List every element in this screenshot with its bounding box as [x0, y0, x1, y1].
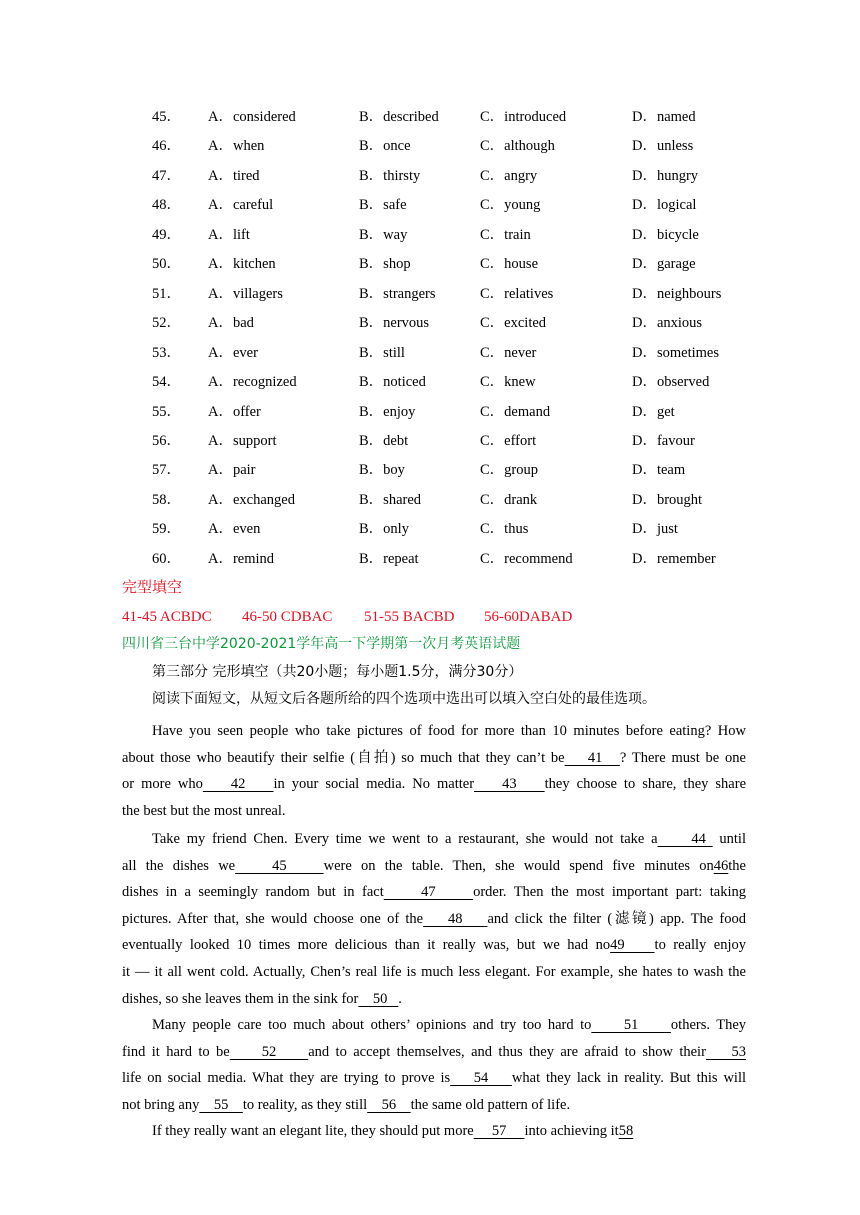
option-d: D．observed [632, 374, 710, 391]
option-d: D．favour [632, 432, 695, 449]
section-title: 第三部分 完形填空（共20小题；每小题1.5分，满分30分） [152, 664, 523, 680]
question-number: 51． [152, 285, 181, 302]
passage-line [122, 986, 746, 1013]
option-b: B．noticed [359, 374, 426, 391]
question-number: 47． [152, 167, 181, 184]
passage-text: Take my friend Chen. Every time we went to a restaurant, she would not take a [152, 831, 658, 847]
passage-text: order. Then the most important part: taking [473, 884, 746, 901]
option-d: D．bicycle [632, 226, 699, 243]
option-a: A．remind [208, 550, 275, 567]
passage-line [122, 1039, 746, 1066]
answer-blank: 46 [713, 857, 729, 874]
option-c: C．young [480, 197, 541, 214]
option-a: A．villagers [208, 285, 283, 302]
option-d: D．hungry [632, 167, 699, 184]
passage-line [122, 718, 746, 745]
passage-line [122, 771, 746, 798]
option-b: B．only [359, 521, 409, 538]
option-d: D．sometimes [632, 344, 719, 361]
passage-text: . [398, 990, 402, 1007]
option-d: D．unless [632, 138, 694, 155]
passage-line [122, 879, 746, 906]
option-b: B．enjoy [359, 403, 416, 420]
option-b: B．way [359, 226, 408, 243]
option-c: C．recommend [480, 550, 573, 567]
answer-blank: 49 [610, 937, 655, 954]
option-a: A．bad [208, 315, 254, 332]
passage-line [122, 1118, 746, 1145]
passage-text: find it hard to be [122, 1043, 230, 1060]
passage-text: Have you seen people who take pictures of food for more than 10 minutes before eating? How [152, 723, 746, 739]
option-c: C．effort [480, 432, 537, 449]
passage-text: pictures. After that, she would choose one of the [122, 910, 424, 927]
passage-text: dishes, so she leaves them in the sink for [122, 990, 359, 1007]
answer-key: 56-60DABAD [484, 609, 573, 625]
passage-text: not bring any [122, 1096, 200, 1113]
option-c: C．relatives [480, 285, 554, 302]
option-a: A．pair [208, 462, 256, 479]
passage-line [122, 1012, 746, 1039]
option-d: D．get [632, 403, 675, 420]
answer-blank: 45 [235, 857, 324, 874]
option-a: A．exchanged [208, 491, 295, 508]
option-c: C．train [480, 226, 531, 243]
passage-line [122, 1065, 746, 1092]
option-a: A．offer [208, 403, 261, 420]
option-d: D．neighbours [632, 285, 722, 302]
passage-text: until [712, 831, 746, 847]
passage-line [122, 1092, 746, 1119]
answer-blank: 56 [367, 1096, 411, 1113]
passage-text: what they lack in reality. But this will [511, 1070, 746, 1087]
paragraph-2 [122, 826, 746, 1012]
paragraph-1 [122, 718, 746, 824]
option-b: B．shop [359, 256, 411, 273]
option-c: C．group [480, 462, 538, 479]
passage-text: about those who beautify their selfie (自拍) so much that they can’t be [122, 749, 565, 766]
passage-text: ? There must be one [619, 749, 746, 766]
question-number: 46． [152, 138, 181, 155]
passage-line [122, 798, 746, 825]
passage-text: and to accept themselves, and thus they are afraid to show their [308, 1043, 706, 1060]
option-d: D．anxious [632, 315, 703, 332]
passage-text: dishes in a seemingly random but in fact [122, 884, 384, 901]
option-c: C．knew [480, 374, 536, 391]
passage-text: it — it all went cold. Actually, Chen’s real life is much less elegant. For example, she hates to wash the [122, 963, 746, 980]
option-c: C．demand [480, 403, 551, 420]
question-number: 59． [152, 521, 181, 538]
answer-key: 51-55 BACBD [364, 609, 455, 625]
passage-line [122, 906, 746, 933]
passage-line [122, 959, 746, 986]
answer-blank: 44 [657, 831, 713, 847]
answer-blank: 53 [705, 1043, 746, 1060]
option-c: C．introduced [480, 109, 567, 125]
option-a: A．recognized [208, 374, 297, 391]
answer-blank: 58 [618, 1123, 634, 1139]
option-d: D．logical [632, 197, 697, 214]
passage-text: in your social media. No matter [273, 776, 475, 793]
option-b: B．debt [359, 432, 409, 449]
option-d: D．brought [632, 491, 703, 508]
paragraph-3 [122, 1012, 746, 1118]
question-number: 45． [152, 109, 181, 125]
option-a: A．lift [208, 226, 250, 243]
passage-text: or more who [122, 776, 203, 793]
passage-line [122, 932, 746, 959]
option-b: B．described [359, 109, 439, 125]
passage-text: Many people care too much about others’ opinions and try too hard to [152, 1017, 592, 1033]
option-a: A．tired [208, 167, 260, 184]
option-c: C．never [480, 344, 537, 361]
option-b: B．boy [359, 462, 405, 479]
passage-text: others. They [670, 1017, 746, 1033]
option-a: A．support [208, 432, 277, 449]
passage-line [122, 826, 746, 853]
option-c: C．house [480, 256, 538, 273]
passage-line [122, 745, 746, 772]
option-c: C．although [480, 138, 555, 155]
option-b: B．safe [359, 197, 407, 214]
passage-line [122, 853, 746, 880]
option-b: B．shared [359, 491, 422, 508]
option-d: D．just [632, 521, 678, 538]
question-number: 58． [152, 491, 181, 508]
option-b: B．strangers [359, 285, 436, 302]
option-b: B．once [359, 138, 411, 155]
option-c: C．thus [480, 521, 529, 538]
question-number: 52． [152, 315, 181, 332]
passage-text: to really enjoy [654, 937, 746, 954]
option-a: A．considered [208, 109, 296, 125]
question-number: 60． [152, 550, 181, 567]
answer-key: 46-50 CDBAC [242, 609, 333, 625]
question-number: 55． [152, 403, 181, 420]
passage-text: life on social media. What they are trying to prove is [122, 1070, 451, 1087]
answer-blank: 41 [564, 749, 620, 766]
paragraph-4 [122, 1118, 746, 1145]
option-a: A．even [208, 521, 261, 538]
passage-text: to reality, as they still [242, 1096, 368, 1113]
answer-key: 41-45 ACBDC [122, 609, 212, 625]
passage-text: the same old pattern of life. [410, 1096, 571, 1113]
answer-blank: 55 [199, 1096, 243, 1113]
option-d: D．named [632, 109, 696, 125]
passage-text: eventually looked 10 times more delicious than it really was, but we had no [122, 937, 611, 954]
question-number: 53． [152, 344, 181, 361]
question-number: 50． [152, 256, 181, 273]
option-d: D．garage [632, 256, 696, 273]
option-c: C．angry [480, 167, 538, 184]
option-d: D．remember [632, 550, 716, 567]
passage-text: the best but the most unreal. [122, 802, 286, 819]
question-number: 49． [152, 226, 181, 243]
option-c: C．drank [480, 491, 538, 508]
option-a: A．ever [208, 344, 258, 361]
option-d: D．team [632, 462, 686, 479]
option-b: B．repeat [359, 550, 419, 567]
answer-blank: 50 [358, 990, 399, 1007]
answer-blank: 54 [450, 1070, 512, 1087]
answer-blank: 48 [423, 910, 488, 927]
instruction: 阅读下面短文，从短文后各题所给的四个选项中选出可以填入空白处的最佳选项。 [152, 691, 656, 707]
answer-blank: 42 [202, 776, 274, 793]
option-b: B．thirsty [359, 167, 421, 184]
answer-blank: 57 [473, 1123, 525, 1139]
question-number: 57． [152, 462, 181, 479]
option-a: A．when [208, 138, 265, 155]
answer-blank: 47 [383, 884, 474, 901]
passage-text: all the dishes we [122, 857, 236, 874]
answer-blank: 51 [591, 1017, 671, 1033]
passage-text: they choose to share, they share [544, 776, 746, 793]
option-c: C．excited [480, 315, 547, 332]
passage-text: were on the table. Then, she would spend five minutes on [323, 857, 714, 874]
option-b: B．still [359, 344, 405, 361]
option-a: A．careful [208, 197, 274, 214]
option-b: B．nervous [359, 315, 430, 332]
passage-text: If they really want an elegant lite, they should put more [152, 1123, 474, 1139]
question-number: 56． [152, 432, 181, 449]
option-a: A．kitchen [208, 256, 276, 273]
question-number: 54． [152, 374, 181, 391]
answer-blank: 52 [229, 1043, 309, 1060]
answer-blank: 43 [474, 776, 545, 793]
passage-text: the [728, 857, 746, 874]
answer-heading: 完型填空 [122, 580, 183, 596]
passage-text: into achieving it [524, 1123, 619, 1139]
passage-text: and click the filter (滤镜) app. The food [487, 910, 746, 927]
source-title: 四川省三台中学2020-2021学年高一下学期第一次月考英语试题 [122, 636, 521, 652]
question-number: 48． [152, 197, 181, 214]
